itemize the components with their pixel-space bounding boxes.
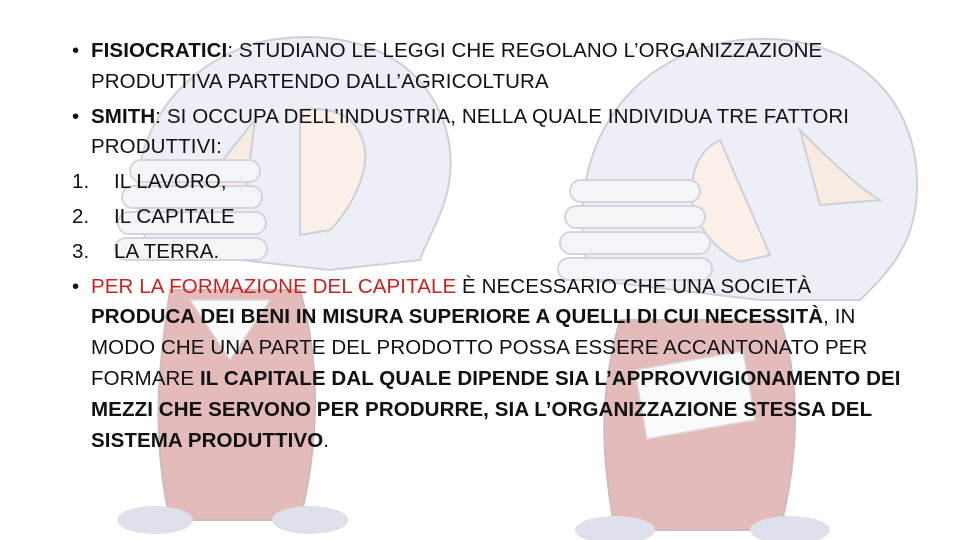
red-highlight-text: PER LA FORMAZIONE DEL CAPITALE	[91, 274, 457, 298]
list-item-terra	[72, 237, 902, 268]
smith-text: : SI OCCUPA DELL’INDUSTRIA, NELLA QUALE INDIVIDUA TRE FATTORI PRODUTTIVI:	[91, 104, 850, 159]
bullet-smith	[72, 102, 902, 164]
bullet-fisiocratici	[72, 36, 902, 98]
list-number: 3.	[72, 239, 90, 263]
list-number: 2.	[72, 204, 90, 228]
list-number: 1.	[72, 170, 90, 194]
bullet-formazione-capitale	[72, 272, 902, 457]
formazione-bold-b: IL CAPITALE DAL QUALE DIPENDE SIA L’APPROVVIGIONAMENTO DEI MEZZI CHE SERVONO PER PRODURRE, SIA L’ORGANIZZAZIONE STESSA DEL SISTEMA PRODUTTIVO	[91, 366, 901, 452]
term-smith: SMITH	[91, 104, 156, 128]
fisiocratici-text: : STUDIANO LE LEGGI CHE REGOLANO L’ORGANIZZAZIONE PRODUTTIVA PARTENDO DALL’AGRICOLTURA	[91, 39, 823, 93]
formazione-text-b: , IN MODO CHE UNA PARTE DEL PRODOTTO POSSA ESSERE ACCANTONATO PER FORMARE	[91, 305, 868, 390]
list-label: IL CAPITALE	[114, 204, 235, 228]
list-label: LA TERRA.	[114, 239, 220, 263]
bullet-marker: •	[72, 274, 80, 298]
bullet-marker: •	[72, 39, 80, 62]
bullet-marker: •	[72, 104, 80, 128]
text-content	[72, 36, 902, 460]
formazione-bold-a: PRODUCA DEI BENI IN MISURA SUPERIORE A QUELLI DI CUI NECESSITÀ	[91, 305, 824, 329]
term-fisiocratici: FISIOCRATICI	[91, 39, 228, 62]
list-label: IL LAVORO,	[114, 170, 227, 194]
formazione-text-a: È NECESSARIO CHE UNA SOCIETÀ	[456, 274, 812, 298]
list-item-capitale	[72, 202, 902, 233]
list-item-lavoro	[72, 167, 902, 198]
formazione-end: .	[323, 428, 330, 452]
